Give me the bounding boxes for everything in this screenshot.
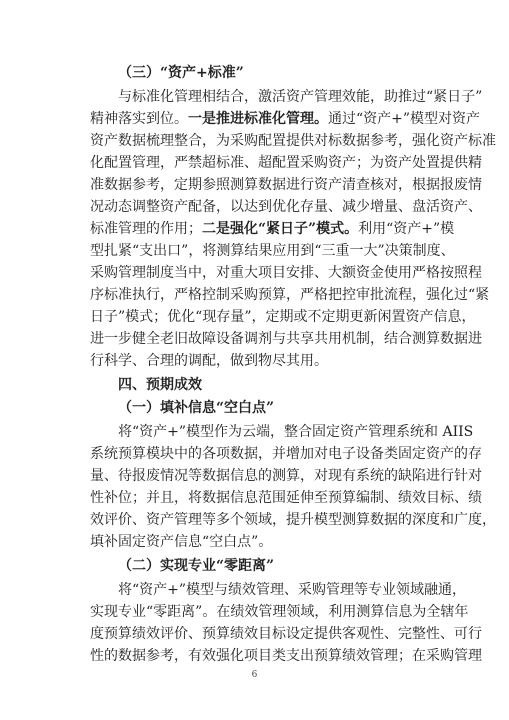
section-heading: （三）“资产+标准” <box>118 65 244 81</box>
paragraph-line: 度预算绩效评价、预算绩效目标设定提供客观性、完整性、可行 <box>90 626 482 642</box>
paragraph-line: 进一步健全老旧故障设备调剂与共享共用机制，结合测算数据进 <box>90 331 482 347</box>
paragraph-line <box>90 220 455 238</box>
paragraph-line: 况动态调整资产配备，以达到优化存量、减少增量、盘活资产、 <box>90 199 482 215</box>
paragraph-line: 化配置管理，严禁超标准、超配置采购资产；为资产处置提供精 <box>90 155 482 171</box>
paragraph-line <box>90 110 481 128</box>
bold-phrase: 二是强化“紧日子”模式。 <box>202 221 359 237</box>
paragraph-line: 性的数据参考，有效强化项目类支出预算绩效管理；在采购管理 <box>90 648 482 664</box>
bold-phrase: 一是推进标准化管理。 <box>188 111 328 127</box>
paragraph-line: 型扎紧“支出口”，将测算结果应用到“三重一大”决策制度、 <box>90 243 455 259</box>
text-span: 标准管理的作用； <box>90 221 202 237</box>
paragraph-line: 资产数据梳理整合，为采购配置提供对标数据参考，强化资产标准 <box>90 133 496 149</box>
paragraph-line: 采购管理制度当中，对重大项目安排、大额资金使用严格按照程 <box>90 265 482 281</box>
paragraph-line: 准数据参考，定期参照测算数据进行资产清查核对，根据报废情 <box>90 177 482 193</box>
paragraph-line: 将“资产+”模型与绩效管理、采购管理等专业领域融通， <box>118 582 467 598</box>
paragraph-line: 序标准执行，严格控制采购预算，严格把控审批流程，强化过“紧 <box>90 287 490 303</box>
page-number: 6 <box>251 670 258 680</box>
text-span: 利用“资产+”模 <box>358 221 455 237</box>
paragraph-line: 与标准化管理相结合，激活资产管理效能，助推过“紧日子” <box>118 89 483 105</box>
text-span: 通过“资产+”模型对资产 <box>328 111 481 127</box>
text-span: 精神落实到位。 <box>90 111 188 127</box>
paragraph-line: 行科学、合理的调配，做到物尽其用。 <box>90 353 328 369</box>
paragraph-line: 填补固定资产信息“空白点”。 <box>90 534 273 550</box>
section-heading: 四、预期成效 <box>118 377 202 393</box>
subsection-heading: （一）填补信息“空白点” <box>118 400 275 416</box>
paragraph-line: 效评价、资产管理等多个领域，提升模型测算数据的深度和广度， <box>90 512 496 528</box>
paragraph-line: 日子”模式；优化“现存量”，定期或不定期更新闲置资产信息， <box>90 309 476 325</box>
paragraph-line: 量、待报废情况等数据信息的测算，对现有系统的缺陷进行针对 <box>90 468 482 484</box>
paragraph-line: 实现专业“零距离”。在绩效管理领域，利用测算信息为全辖年 <box>90 604 469 620</box>
subsection-heading: （二）实现专业“零距离” <box>118 558 275 574</box>
paragraph-line: 将“资产+”模型作为云端，整合固定资产管理系统和 AIIS <box>118 424 474 440</box>
paragraph-line: 性补位；并且，将数据信息范围延伸至预算编制、绩效目标、绩 <box>90 490 482 506</box>
paragraph-line: 系统预算模块中的各项数据，并增加对电子设备类固定资产的存 <box>90 446 482 462</box>
